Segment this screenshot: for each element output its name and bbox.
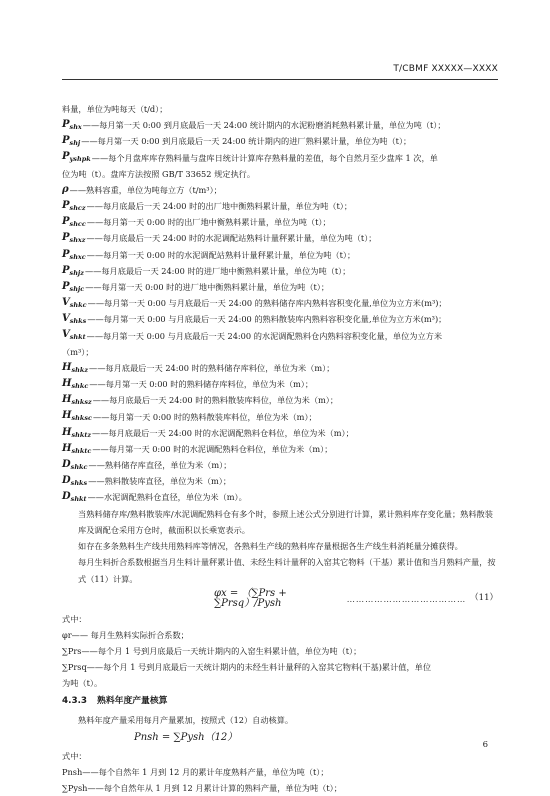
page-number: 6 [482,740,488,750]
definition-line [62,328,498,344]
definition-text: ——每月第一天 0:00 到月底最后一天 24:00 统计期内的水泥粉磨消耗熟料累计量，单位为吨（t）； [82,120,446,131]
definition-text: ——每月第一天 0:00 时的熟料储存库料位，单位为米（m）； [89,379,314,390]
definition-line [62,279,498,295]
document-body [62,101,498,796]
variable-symbol: $P_{shj}$ [62,135,81,148]
definition-text: ——每月底最后一天 24:00 时的进厂地中衡熟料累计量，单位为吨（t）； [84,265,351,276]
definition-text: ——每月底最后一天 24:00 时的熟料储存库料位，单位为米（m）； [89,362,335,373]
definition-line [62,473,498,489]
formula-expression: φx = （∑Prs + ∑Prsq）/Pysh [214,587,287,609]
text-line: 式中： [62,750,87,761]
definition-line: ∑Prs——每个月 1 号到月底最后一天统计期内的入窑生料累计值，单位为吨（t）； [62,646,362,657]
paragraph: 熟料年度产量采用每月产量累加，按照式（12）自动核算。 [78,714,294,725]
text-line: 位为吨（t）。盘库方法按照 GB/T 33652 规定执行。 [62,168,256,179]
definition-line [62,150,498,166]
section-number: 4.3.3 [62,696,88,707]
definition-line [62,425,498,441]
definition-text: ——每个月盘库库存熟料量与盘库日统计计算库存熟料量的差值，每个自然月至少盘库 1 次，单 [91,152,438,163]
text-line: 为吨（t）。 [62,678,103,689]
paragraph: 每月生料折合系数根据当月生料计量秤累计值、未经生料计量秤的入窑其它物料（干基）累计值和当月熟料产量，按式（11）计算。 [78,557,496,584]
definition-line: ∑Prsq——每个月 1 号到月底最后一天统计期内的未经生料计量秤的入窑其它物料(干基)累计值，单位 [62,662,432,673]
definition-line [62,360,498,376]
definition-text: ——每月底最后一天 24:00 时的出厂地中衡熟料累计量，单位为吨（t）； [86,201,353,212]
definition-text: ——熟料容重，单位为吨每立方（t/m³）； [69,184,222,195]
definition-line [62,409,498,425]
paragraph: 当熟料储存库/熟料散装库/水泥调配熟料仓有多个时，参照上述公式分别进行计算，累计熟料库存变化量；熟料散装库及调配仓采用方仓时，截面积以长乘宽表示。 [78,508,493,535]
variable-symbol: $P_{shcc}$ [62,216,86,229]
variable-symbol: $H_{shkc}$ [62,378,89,391]
equation-number: （11） [470,593,498,604]
definition-text: ——水泥调配熟料仓直径，单位为米（m）。 [87,492,247,503]
section-heading [62,692,498,712]
variable-symbol: $P_{shxz}$ [62,232,86,245]
definition-text: ——每月底最后一天 24:00 时的水泥调配熟料仓料位，单位为米（m）； [92,427,354,438]
variable-symbol: $V_{shks}$ [62,313,87,326]
variable-symbol: $H_{shktz}$ [62,426,92,439]
definition-text: ——每月底最后一天 24:00 时的熟料散装库料位，单位为米（m）； [92,395,339,406]
formula-12: Pnsh = ∑Pysh（12） [134,731,238,743]
definition-line: φr—— 每月生熟料实际折合系数； [62,629,189,640]
variable-symbol: $P_{shjc}$ [62,280,85,293]
variable-symbol: $H_{shkz}$ [62,361,89,374]
variable-symbol: $V_{shkc}$ [62,297,87,310]
variable-symbol: ρ [62,184,69,196]
definition-text: ——每月第一天 0:00 时的熟料散装库料位，单位为米（m）； [92,411,317,422]
definition-line [62,392,498,408]
section-title: 熟料年度产量核算 [97,696,168,707]
variable-symbol: $P_{yshpk}$ [62,151,91,164]
variable-symbol: $D_{shkc}$ [62,458,88,471]
definition-text: ——每月第一天 0:00 时的出厂地中衡熟料累计量，单位为吨（t）； [86,217,331,228]
definition-line [62,441,498,457]
definition-text: ——每月第一天 0:00 时的水泥调配站熟料计量秤累计量，单位为吨（t）； [86,249,356,260]
definition-line: Pnsh——每个自然年 1 月到 12 月的累计年度熟料产量，单位为吨（t）； [62,767,329,777]
variable-symbol: $P_{shx}$ [62,119,82,132]
formula-11 [62,587,498,611]
definition-line [62,182,498,198]
variable-symbol: $D_{shkt}$ [62,491,87,504]
definition-text: ——每月第一天 0:00 到月底最后一天 24:00 统计期内的进厂熟料累计量，单位为吨（t）； [81,136,412,147]
definition-line [62,247,498,263]
definition-line [62,117,498,133]
definition-text: ——每月第一天 0:00 与月底最后一天 24:00 的水泥调配熟料仓内熟料容积变化量，单位为立方米 [86,330,443,341]
paragraph: 如存在多条熟料生产线共用熟料库等情况，各熟料生产线的熟料库存量根据各生产线生料消耗量分摊获得。 [78,541,463,552]
variable-symbol: $H_{shksc}$ [62,410,92,423]
leader-dots: ………………………………… [346,593,467,604]
definition-line [62,231,498,247]
definition-line [62,490,498,506]
definition-text: ——每月第一天 0:00 与月底最后一天 24:00 的熟料散装库内熟料容积变化量,单位为立方米(m³)； [87,314,447,325]
variable-symbol: $D_{shks}$ [62,475,88,488]
definition-line [62,457,498,473]
definition-line [62,198,498,214]
definition-line [62,214,498,230]
definition-line [62,376,498,392]
definition-text: ——熟料散装库直径，单位为米（m）； [88,476,232,487]
header-rule [62,79,498,80]
variable-symbol: $V_{shkt}$ [62,329,86,342]
definition-text: ——熟料储存库直径，单位为米（m）； [88,460,232,471]
text-line: 料量，单位为吨每天（t/d）； [62,103,168,114]
definition-line: ∑Pysh——每个自然年从 1 月到 12 月累计计算的熟料产量，单位为吨（t）； [62,783,342,794]
definition-text: ——每月第一天 0:00 时的进厂地中衡熟料累计量，单位为吨（t）； [85,282,330,293]
definition-line [62,133,498,149]
variable-symbol: $P_{shcz}$ [62,199,86,212]
definition-line [62,311,498,327]
definition-text: ——每月底最后一天 24:00 时的水泥调配站熟料计量秤累计量，单位为吨（t）； [86,233,377,244]
variable-symbol: $P_{shjz}$ [62,264,84,277]
variable-symbol: $P_{shxc}$ [62,248,86,261]
definition-text: ——每月第一天 0:00 与月底最后一天 24:00 的熟料储存库内熟料容积变化量,单位为立方米(m³)； [87,298,447,309]
definition-line [62,295,498,311]
variable-symbol: $H_{shksz}$ [62,394,92,407]
variable-symbol: $H_{shktc}$ [62,442,92,455]
doc-code-header: T/CBMF XXXXX—XXXX [393,64,498,74]
definition-line [62,263,498,279]
text-line: （m³）； [62,346,94,357]
text-line: 式中： [62,613,87,624]
definition-text: ——每月第一天 0:00 时的水泥调配熟料仓料位，单位为米（m）； [92,443,333,454]
